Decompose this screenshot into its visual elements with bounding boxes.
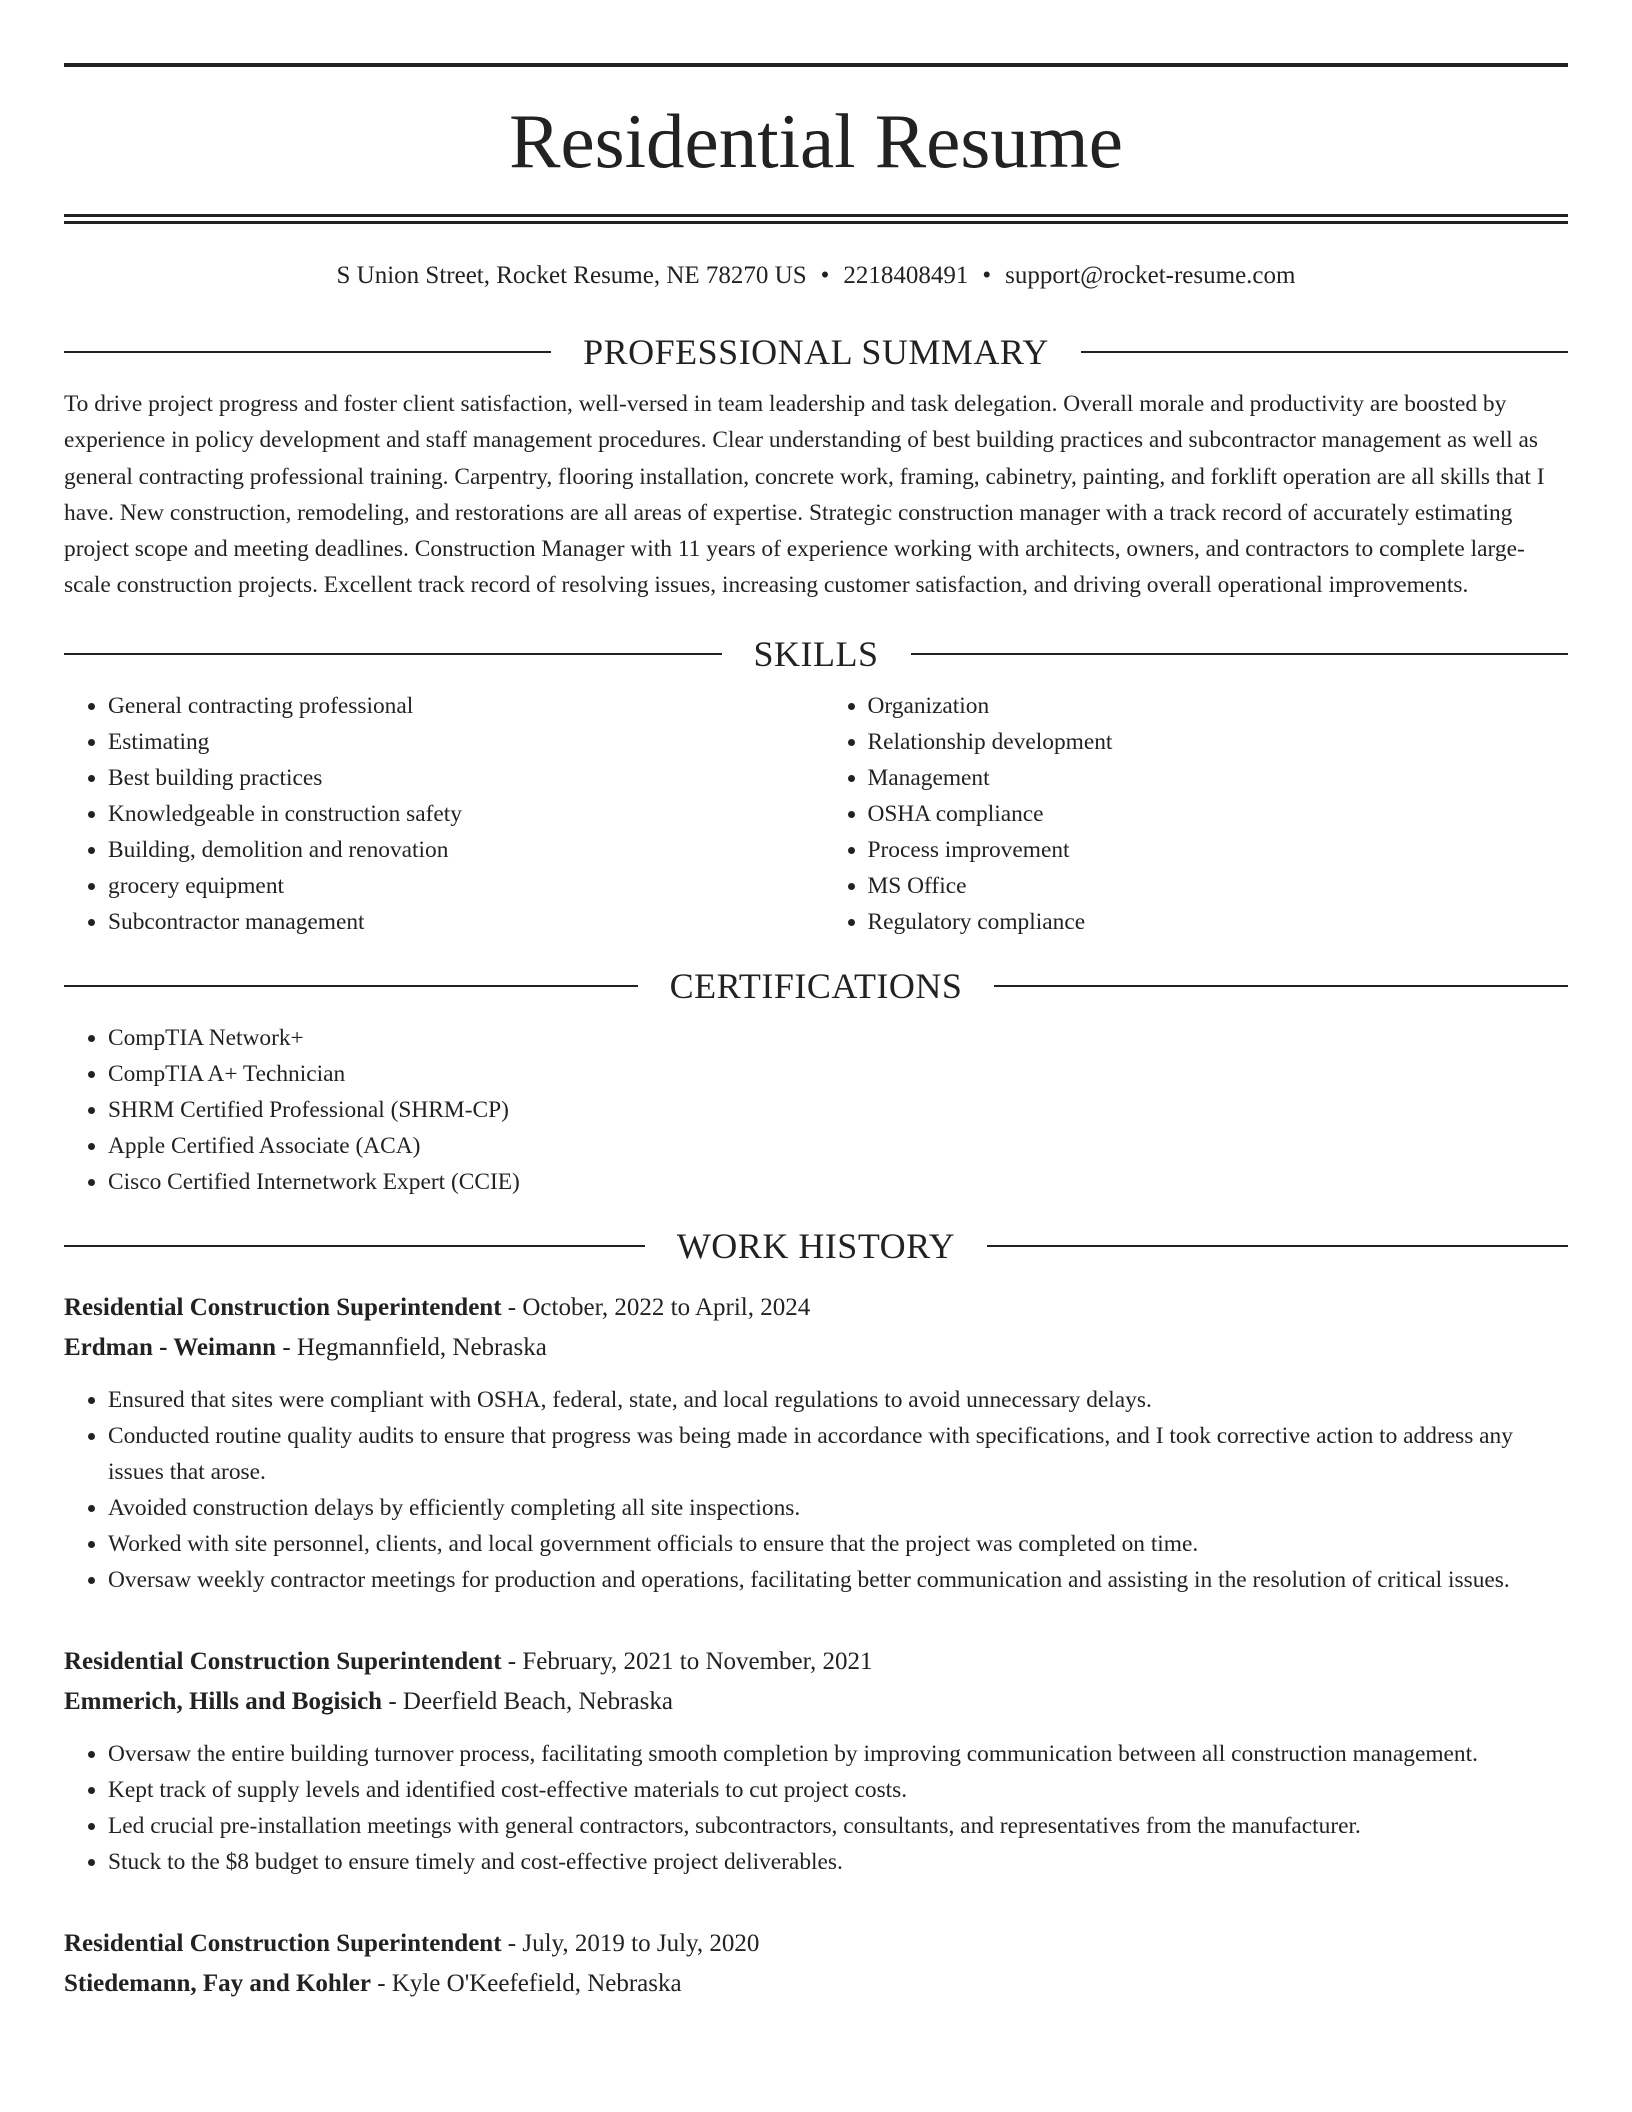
section-header-certifications	[64, 964, 1568, 1008]
job-entry	[64, 1288, 1568, 1598]
contact-email: support@rocket-resume.com	[1005, 262, 1296, 289]
contact-separator: •	[982, 262, 992, 289]
skill-item: • Relationship development	[868, 724, 1569, 760]
job-dates: - July, 2019 to July, 2020	[501, 1929, 760, 1957]
job-bullet: • Stuck to the $8 budget to ensure timely and cost-effective project deliverables.	[108, 1844, 1568, 1880]
job-bullets	[64, 1382, 1568, 1598]
job-entry	[64, 1642, 1568, 1880]
job-company-line	[64, 1328, 1568, 1368]
certification-item: • SHRM Certified Professional (SHRM-CP)	[108, 1092, 1568, 1128]
job-title-line	[64, 1288, 1568, 1328]
resume-name: Residential Resume	[509, 98, 1123, 184]
skill-item: • Regulatory compliance	[868, 904, 1569, 940]
job-dates: - October, 2022 to April, 2024	[501, 1293, 811, 1321]
skill-item: • Best building practices	[108, 760, 809, 796]
section-rule	[64, 653, 722, 655]
skill-item: • Estimating	[108, 724, 809, 760]
section-rule	[911, 653, 1569, 655]
top-rule	[64, 63, 1568, 67]
section-title: PROFESSIONAL SUMMARY	[583, 332, 1049, 372]
skills-list-left	[64, 688, 809, 940]
job-title-line	[64, 1924, 1568, 1964]
job-company: Erdman - Weimann	[64, 1333, 277, 1361]
job-company: Emmerich, Hills and Bogisich	[64, 1687, 383, 1715]
job-bullet: • Ensured that sites were compliant with OSHA, federal, state, and local regulations to avoid unnecessary delays.	[108, 1382, 1568, 1418]
job-title: Residential Construction Superintendent	[64, 1929, 502, 1957]
job-company: Stiedemann, Fay and Kohler	[64, 1969, 371, 1997]
job-entry	[64, 1924, 1568, 2004]
job-bullet: • Led crucial pre-installation meetings with general contractors, subcontractors, consultants, and representatives from the manufacturer.	[108, 1808, 1568, 1844]
section-rule	[64, 351, 551, 353]
job-bullet: • Oversaw weekly contractor meetings for production and operations, facilitating better communication and assisting in the resolution of critical issues.	[108, 1562, 1568, 1598]
skill-item: • Organization	[868, 688, 1569, 724]
job-location: - Kyle O'Keefefield, Nebraska	[370, 1969, 682, 1997]
job-location: - Deerfield Beach, Nebraska	[382, 1687, 673, 1715]
job-bullets	[64, 1736, 1568, 1880]
section-header-work-history	[64, 1224, 1568, 1268]
contact-address: S Union Street, Rocket Resume, NE 78270 US	[336, 262, 807, 289]
certification-item: • CompTIA A+ Technician	[108, 1056, 1568, 1092]
certification-item: • Apple Certified Associate (ACA)	[108, 1128, 1568, 1164]
certifications-list	[64, 1020, 1568, 1200]
job-company-line	[64, 1964, 1568, 2004]
skill-item: • OSHA compliance	[868, 796, 1569, 832]
skill-item: • Management	[868, 760, 1569, 796]
skill-item: • grocery equipment	[108, 868, 809, 904]
skill-item: • Building, demolition and renovation	[108, 832, 809, 868]
contact-separator: •	[820, 262, 830, 289]
skill-item: • Subcontractor management	[108, 904, 809, 940]
job-bullet: • Kept track of supply levels and identified cost-effective materials to cut project costs.	[108, 1772, 1568, 1808]
certification-item: • CompTIA Network+	[108, 1020, 1568, 1056]
job-dates: - February, 2021 to November, 2021	[501, 1647, 873, 1675]
skill-item: • General contracting professional	[108, 688, 809, 724]
summary-text: To drive project progress and foster client satisfaction, well-versed in team leadership and task delegation. Overall morale and productivity are boosted by experience in policy development and staff management procedures. Clear understanding of best building practices and subcontractor management as well as general contracting professional training. Carpentry, flooring installation, concrete work, framing, cabinetry, painting, and forklift operation are all skills that I have. New construction, remodeling, and restorations are all areas of expertise. Strategic construction manager with a track record of accurately estimating project scope and meeting deadlines. Construction Manager with 11 years of experience working with architects, owners, and contractors to complete large-scale construction projects. Excellent track record of resolving issues, increasing customer satisfaction, and driving overall operational improvements.	[64, 391, 1545, 599]
skills-list-right	[809, 688, 1569, 940]
skill-item: • Knowledgeable in construction safety	[108, 796, 809, 832]
header-double-rule	[64, 214, 1568, 224]
job-company-line	[64, 1682, 1568, 1722]
contact-phone: 2218408491	[843, 262, 969, 289]
section-title: CERTIFICATIONS	[669, 965, 963, 1006]
contact-line	[64, 260, 1568, 292]
section-rule	[987, 1245, 1568, 1247]
section-rule	[994, 985, 1568, 987]
certification-item: • Cisco Certified Internetwork Expert (CCIE)	[108, 1164, 1568, 1200]
skill-item: • MS Office	[868, 868, 1569, 904]
section-title: SKILLS	[753, 633, 879, 674]
job-bullet: • Oversaw the entire building turnover process, facilitating smooth completion by improving communication between all construction management.	[108, 1736, 1568, 1772]
skills-grid	[64, 688, 1568, 940]
job-bullet: • Avoided construction delays by efficiently completing all site inspections.	[108, 1490, 1568, 1526]
section-rule	[64, 985, 638, 987]
job-title-line	[64, 1642, 1568, 1682]
section-title: WORK HISTORY	[676, 1225, 956, 1266]
skill-item: • Process improvement	[868, 832, 1569, 868]
section-header-skills	[64, 632, 1568, 676]
section-rule	[1081, 351, 1568, 353]
job-bullet: • Conducted routine quality audits to ensure that progress was being made in accordance with specifications, and I took corrective action to address any issues that arose.	[108, 1418, 1568, 1490]
section-header-summary	[64, 330, 1568, 374]
job-bullet: • Worked with site personnel, clients, and local government officials to ensure that the project was completed on time.	[108, 1526, 1568, 1562]
job-title: Residential Construction Superintendent	[64, 1647, 502, 1675]
section-rule	[64, 1245, 645, 1247]
job-location: - Hegmannfield, Nebraska	[276, 1333, 547, 1361]
job-title: Residential Construction Superintendent	[64, 1293, 502, 1321]
